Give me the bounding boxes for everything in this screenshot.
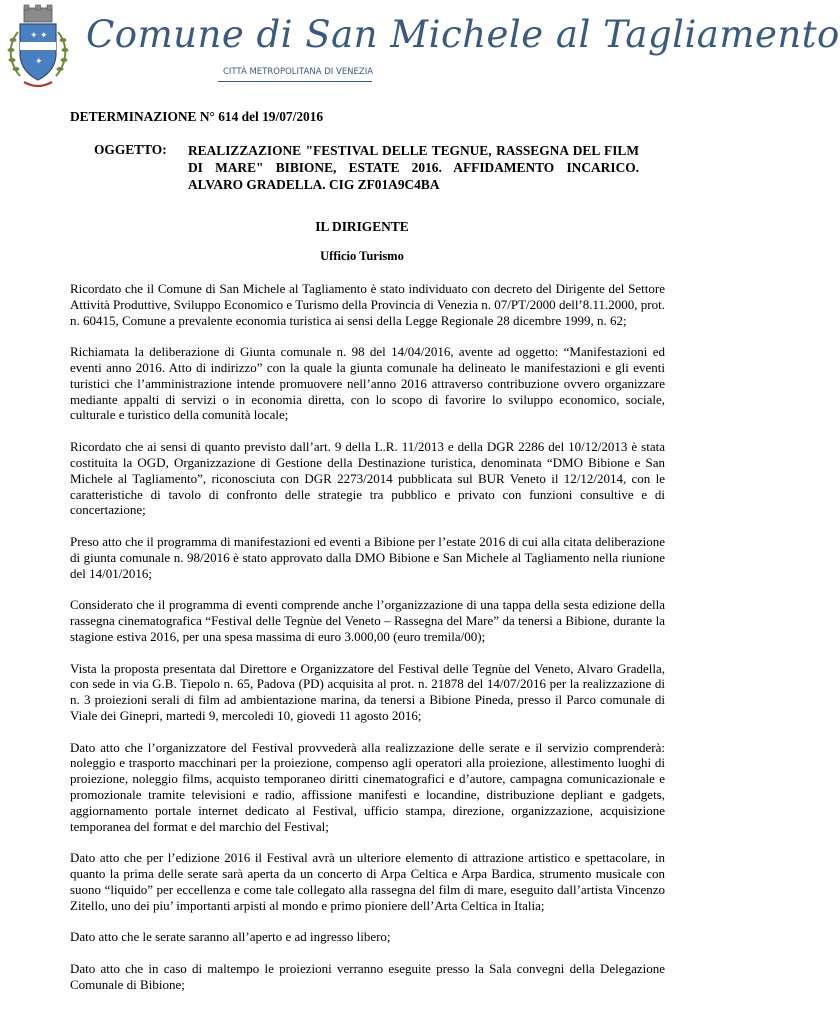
svg-text:✦: ✦: [40, 31, 48, 41]
office-heading: Ufficio Turismo: [320, 249, 404, 263]
determination-number: DETERMINAZIONE N° 614 del 19/07/2016: [70, 109, 324, 124]
header-divider: [218, 81, 372, 82]
paragraph: Considerato che il programma di eventi comprende anche l’organizzazione di una tappa della sesta edizione della rassegna cinematografica “Festival delle Tegnùe del Veneto – Rassegna del Mare” da tenersi a Bibione, durante la stagione estiva 2016, per una spesa massima di euro 3.000,00 (euro tremila/00);: [70, 597, 665, 644]
paragraph: Dato atto che l’organizzatore del Festival provvederà alla realizzazione delle serate e il servizio comprenderà: noleggio e trasporto macchinari per la proiezione, compenso agli operatori alla proiezione, allestimento luoghi di proiezione, noleggio films, acquisto temporaneo diritti cinematografici e d’autore, campagna comunicazionale e promozionale tramite televisioni e radio, affissione manifesti e locandine, distribuzione depliant e gadgets, aggiornamento portale internet dedicato al Festival, ufficio stampa, direzione, organizzazione, acquisizione temporanea del format e del marchio del Festival;: [70, 739, 665, 834]
subject-label: OGGETTO:: [94, 142, 167, 157]
paragraph: Richiamata la deliberazione di Giunta comunale n. 98 del 14/04/2016, avente ad oggetto: “Manifestazioni ed eventi anno 2016. Atto di indirizzo” con la quale la giunta comunale ha delineato le manifestazioni e gli eventi turistici che l’amministrazione intende promuovere nell’anno 2016 attraverso contribuzione ovvero organizzare mediante appalti di servizi o in economia diretta, con lo scopo di favorire lo sviluppo economico, sociale, culturale e turistico della comunità locale;: [70, 344, 665, 423]
paragraph: Ricordato che il Comune di San Michele al Tagliamento è stato individuato con decreto del Dirigente del Settore Attività Produttive, Sviluppo Economico e Turismo della Provincia di Venezia n. 07/PT/2000 dell’8.11.2000, prot. n. 60415, Comune a prevalente economia turistica ai sensi della Legge Regionale 28 dicembre 1999, n. 62;: [70, 281, 665, 328]
document-body: [70, 281, 665, 1009]
subject-text: REALIZZAZIONE "FESTIVAL DELLE TEGNUE, RASSEGNA DEL FILM DI MARE" BIBIONE, ESTATE 2016. AFFIDAMENTO INCARICO. ALVARO GRADELLA. CIG ZF01A9C4BA: [188, 143, 639, 192]
paragraph: Preso atto che il programma di manifestazioni ed eventi a Bibione per l’estate 2016 di cui alla citata deliberazione di giunta comunale n. 98/2016 è stato approvato dalla DMO Bibione e San Michele al Tagliamento nella riunione del 14/01/2016;: [70, 534, 665, 581]
svg-text:✦: ✦: [35, 57, 43, 67]
municipality-name: Comune di San Michele al Tagliamento: [86, 13, 840, 56]
svg-text:✦: ✦: [30, 31, 38, 41]
paragraph: Dato atto che in caso di maltempo le proiezioni verranno eseguite presso la Sala convegni della Delegazione Comunale di Bibione;: [70, 961, 665, 992]
paragraph: Vista la proposta presentata dal Direttore e Organizzatore del Festival delle Tegnùe del Veneto, Alvaro Gradella, con sede in via G.B. Tiepolo n. 65, Padova (PD) acquisita al prot. n. 21878 del 14/07/2016 per la realizzazione di n. 3 proiezioni serali di film ad ambientazione marina, da tenersi a Bibione Pineda, presso il Parco comunale di Viale dei Ginepri, martedi 9, mercoledi 10, giovedi 11 agosto 2016;: [70, 660, 665, 723]
paragraph: Dato atto che per l’edizione 2016 il Festival avrà un ulteriore elemento di attrazione artistico e spettacolare, in quanto la prima delle serate sarà aperta da un concerto di Arpa Celtica e Arpa Bardica, strumento musicale con suono “liquido” per eccellenza e come tale collegato alla rassegna del film di mare, eseguito dall’artista Vincenzo Zitello, uno dei piu’ importanti arpisti al mondo e primo pioniere dell’Arta Celtica in Italia;: [70, 850, 665, 913]
paragraph: Ricordato che ai sensi di quanto previsto dall’art. 9 della L.R. 11/2013 e della DGR 2286 del 10/12/2013 è stata costituita la OGD, Organizzazione di Gestione della Destinazione turistica, denominata “DMO Bibione e San Michele al Tagliamento”, riconosciuta con DGR 2273/2014 pubblicata sul BUR Veneto il 12/12/2014, con le caratteristiche di tavolo di confronto delle strategie tra pubblico e privato con funzioni consultive e di concertazione;: [70, 439, 665, 518]
paragraph: Dato atto che le serate saranno all’aperto e ad ingresso libero;: [70, 929, 391, 945]
authority-heading: IL DIRIGENTE: [315, 219, 409, 234]
metropolitan-city-label: CITTÀ METROPOLITANA DI VENEZIA: [222, 67, 374, 77]
municipal-crest-icon: [4, 2, 72, 92]
